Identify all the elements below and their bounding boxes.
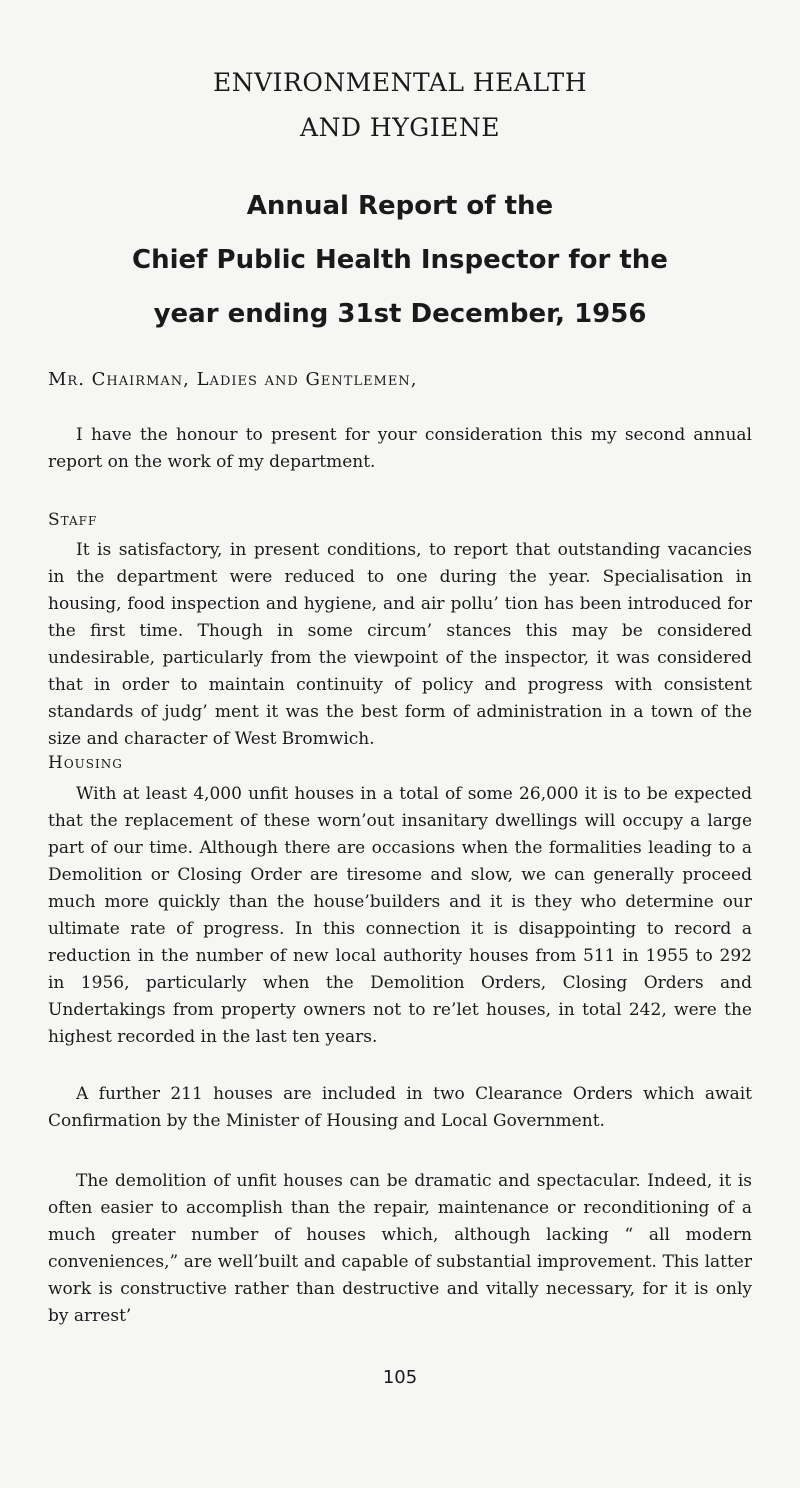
report-title-line-1: ENVIRONMENTAL HEALTH [212,68,588,97]
subtitle-line-3: year ending 31st December, 1956 [153,299,647,329]
staff-heading: Staff [48,510,98,530]
housing-paragraph-1: With at least 4,000 unfit houses in a total of some 26,000 it is to be expected that the replacement of these worn’out insanitary dwellings will occupy a large part of our time. Although there are occasions when the formalities leading to a Demolition or Closing Order are tiresome and slow, we can generally proceed much more quickly than the house’builders and it is they who determine our ultimate rate of progress. In this connection it is disappointing to record a reduction in the number of new local authority houses from 511 in 1955 to 292 in 1956, particularly when the Demolition Orders, Closing Orders and Undertakings from property owners not to re’let houses, in total 242, were the highest recorded in the last ten years. [48,784,752,1047]
report-title-line-2: AND HYGIENE [300,113,500,142]
staff-paragraph: It is satisfactory, in present conditions, to report that outstanding vacancies in the department were reduced to one during the year. Specialisation in housing, food inspection and hygiene, and air pollu’ tion has been introduced for the first time. Though in some circum’ stances this may be considered undesirable, particularly from the viewpoint of the inspector, it was considered that in order to maintain continuity of policy and progress with consistent standards of judg’ ment it was the best form of administration in a town of the size and character of West Bromwich. [48,540,752,749]
page-number: 105 [382,1367,418,1388]
housing-heading: Housing [48,753,123,773]
salutation: Mr. Chairman, Ladies and Gentlemen, [48,369,418,390]
subtitle-line-2: Chief Public Health Inspector for the [132,245,668,275]
housing-paragraph-2: A further 211 houses are included in two Clearance Orders which await Confirmation by the Minister of Housing and Local Government. [48,1084,752,1131]
housing-paragraph-3: The demolition of unfit houses can be dramatic and spectacular. Indeed, it is often easier to accomplish than the repair, maintenance or reconditioning of a much greater number of houses which, although lacking “ all modern conveniences,” are well’built and capable of substantial improvement. This latter work is constructive rather than destructive and vitally necessary, for it is only by arrest’ [48,1171,752,1326]
subtitle-line-1: Annual Report of the [246,191,554,221]
intro-paragraph: I have the honour to present for your consideration this my second annual report on the work of my department. [48,425,752,472]
